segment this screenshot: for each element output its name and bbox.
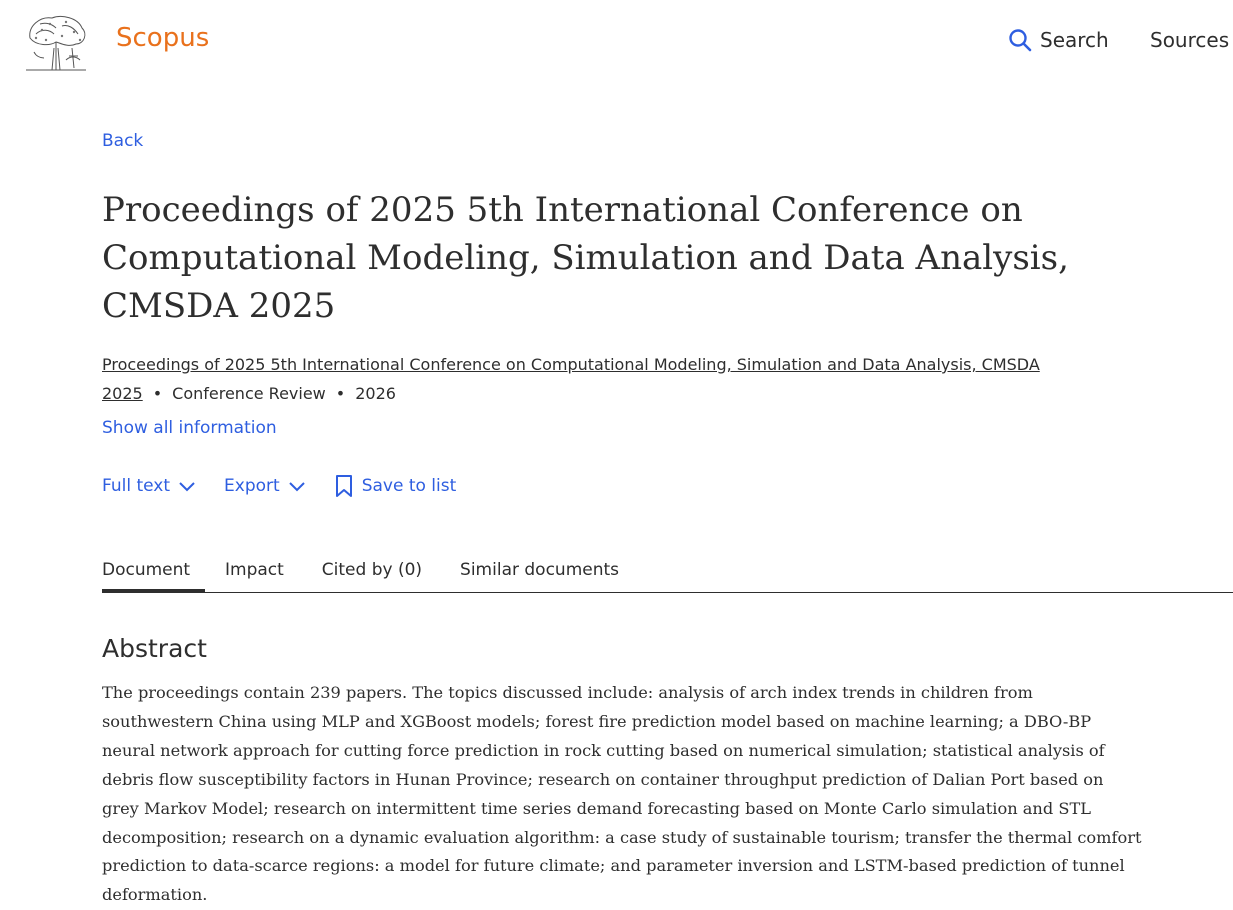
top-header	[0, 0, 1233, 84]
tab-impact[interactable]: Impact	[225, 560, 284, 580]
publication-year: 2026	[355, 384, 396, 403]
full-text-button[interactable]	[102, 476, 196, 496]
scopus-brand[interactable]: Scopus	[116, 23, 210, 53]
nav-sources-link[interactable]: Sources	[1150, 28, 1230, 52]
chevron-down-icon	[288, 477, 306, 495]
tab-document[interactable]: Document	[102, 556, 205, 592]
back-link[interactable]: Back	[102, 131, 144, 151]
source-title-link[interactable]: Proceedings of 2025 5th International Conference on Computational Modeling, Simulation and Data Analysis, CMSDA 2025	[102, 355, 1040, 403]
chevron-down-icon	[178, 477, 196, 495]
save-to-list-label: Save to list	[361, 476, 457, 496]
full-text-label: Full text	[102, 476, 171, 496]
page-title: Proceedings of 2025 5th International Conference on Computational Modeling, Simulation and Data Analysis, CMSDA 2025	[102, 190, 1069, 326]
meta-separator: •	[335, 384, 346, 403]
nav-search-link[interactable]	[1008, 28, 1109, 52]
abstract-heading: Abstract	[102, 634, 207, 663]
abstract-text: The proceedings contain 239 papers. The topics discussed include: analysis of arch index trends in children from southwestern China using MLP and XGBoost models; forest fire prediction model based on machine learning; a DBO-BP neural network approach for cutting force prediction in rock cutting based on numerical simulation; statistical analysis of debris flow susceptibility factors in Hunan Province; research on container throughput prediction of Dalian Port based on grey Markov Model; research on intermittent time series demand forecasting based on Monte Carlo simulation and STL decomposition; research on a dynamic evaluation algorithm: a case study of sustainable tourism; transfer the thermal comfort prediction to data-scarce regions: a model for future climate; and parameter inversion and LSTM-based prediction of tunnel deformation.	[102, 683, 1142, 905]
export-label: Export	[224, 476, 280, 496]
bookmark-icon	[334, 474, 354, 498]
search-icon	[1008, 28, 1032, 52]
export-button[interactable]	[224, 476, 306, 496]
show-all-information-link[interactable]: Show all information	[102, 418, 277, 438]
document-meta	[102, 350, 1082, 408]
nav-search-label: Search	[1040, 28, 1109, 52]
tab-cited-by[interactable]: Cited by (0)	[321, 560, 423, 580]
meta-separator: •	[152, 384, 163, 403]
tab-similar-documents[interactable]: Similar documents	[460, 560, 620, 580]
document-type: Conference Review	[172, 384, 326, 403]
save-to-list-button[interactable]	[334, 474, 457, 498]
document-actions	[102, 474, 456, 498]
document-tabs	[102, 556, 1233, 593]
elsevier-tree-logo-icon[interactable]	[22, 12, 90, 72]
